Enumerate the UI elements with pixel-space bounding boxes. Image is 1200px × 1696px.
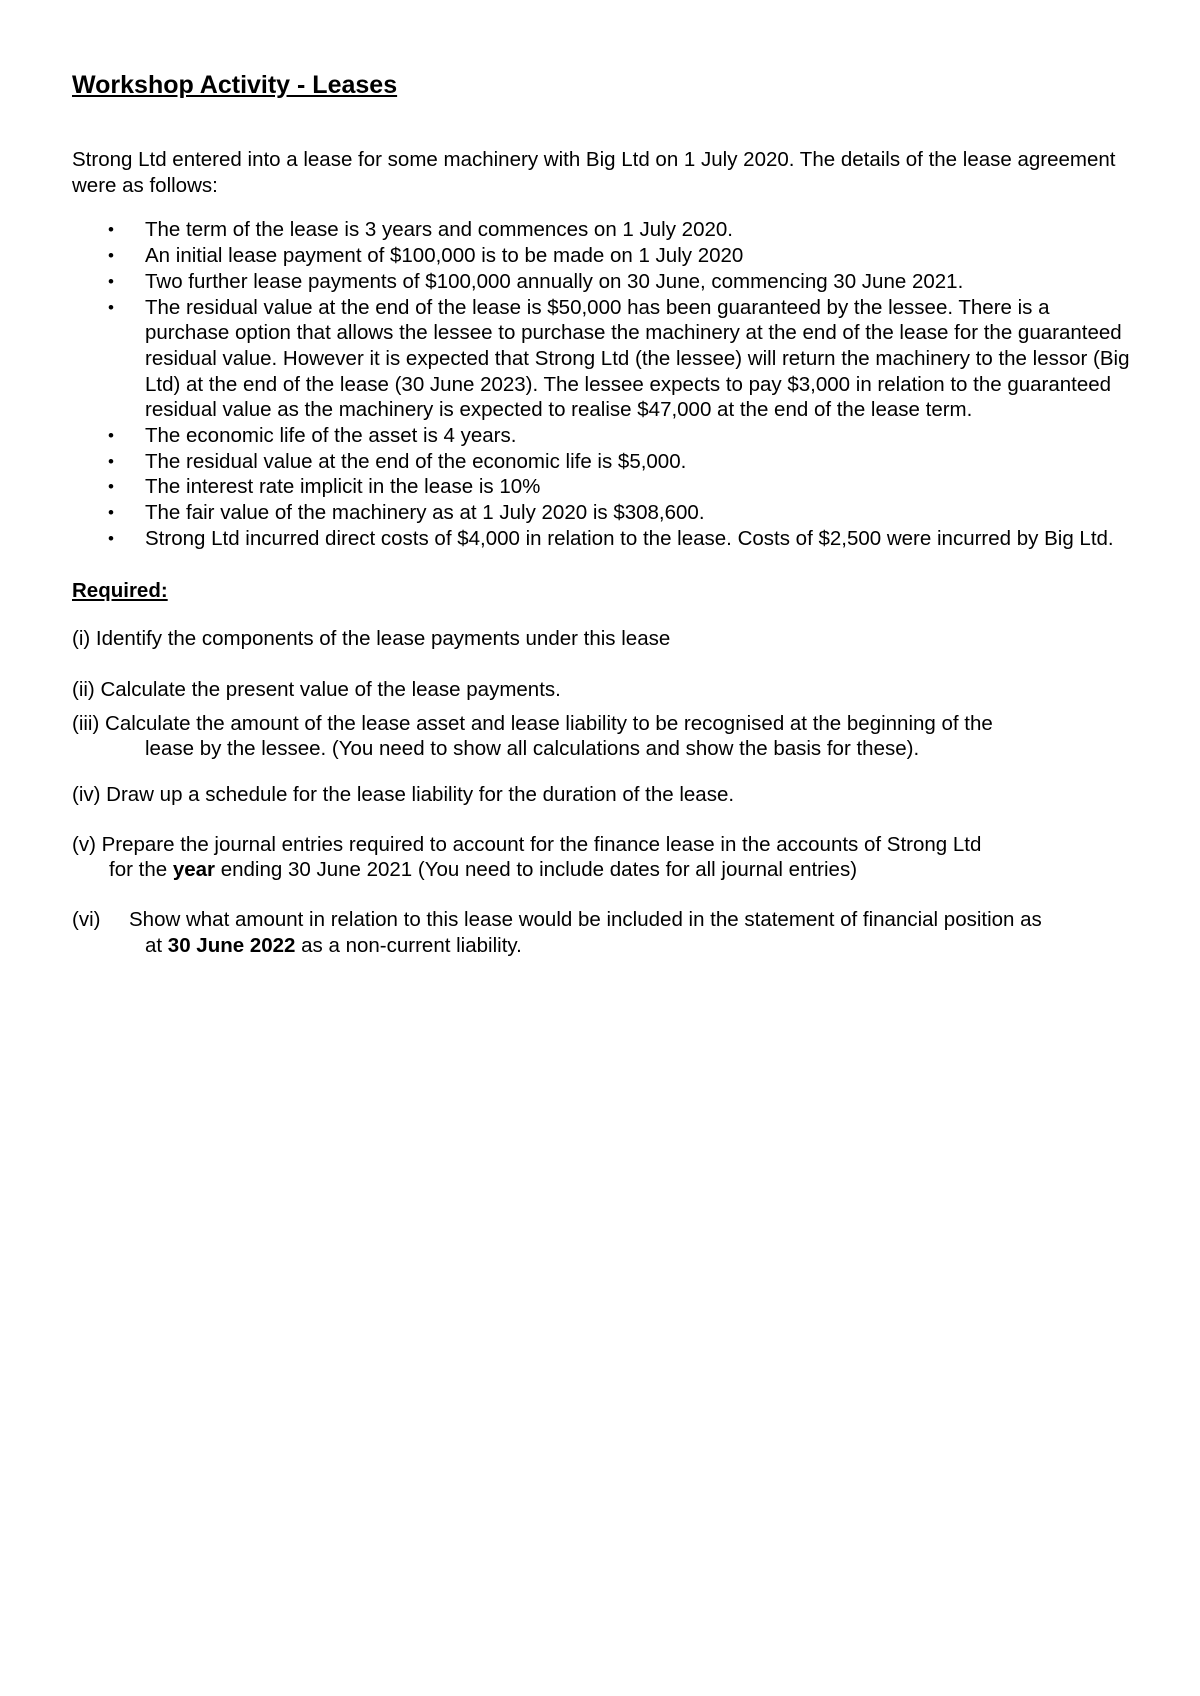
document-page xyxy=(72,70,1132,959)
bullet-icon: • xyxy=(108,503,114,523)
list-item: • The economic life of the asset is 4 years. xyxy=(108,424,517,448)
question-v-line-2: for the year ending 30 June 2021 (You need to include dates for all journal entries) xyxy=(109,858,858,882)
bullet-icon: • xyxy=(108,220,114,240)
question-ii: (ii) Calculate the present value of the lease payments. xyxy=(72,677,561,701)
list-item: • An initial lease payment of $100,000 is to be made on 1 July 2020 xyxy=(108,244,744,268)
question-vi-number: (vi) xyxy=(72,908,101,932)
list-item: • The residual value at the end of the lease is $50,000 has been guaranteed by the lessee. There is a purchase option that allows the lessee to purchase the machinery at the end of the lease for the guaranteed residual value. However it is expected that Strong Ltd (the lessee) will return the machinery to the lessor (Big Ltd) at the end of the lease (30 June 2023). The lessee expects to pay $3,000 in relation to the guaranteed residual value as the machinery is expected to realise $47,000 at the end of the lease term. xyxy=(108,295,1130,422)
list-item: • Strong Ltd incurred direct costs of $4,000 in relation to the lease. Costs of $2,500 were incurred by Big Ltd. xyxy=(108,526,1114,550)
question-vi-line-2: at 30 June 2022 as a non-current liability. xyxy=(145,933,522,957)
bullet-icon: • xyxy=(108,426,114,446)
bullet-icon: • xyxy=(108,297,114,317)
list-item: • The fair value of the machinery as at 1 July 2020 is $308,600. xyxy=(108,501,705,525)
question-v-line-1: (v) Prepare the journal entries required to account for the finance lease in the accounts of Strong Ltd xyxy=(72,832,982,856)
list-item: • The residual value at the end of the economic life is $5,000. xyxy=(108,449,687,473)
question-vi xyxy=(72,907,1132,958)
question-i: (i) Identify the components of the lease payments under this lease xyxy=(72,627,671,651)
question-iii-line-2: lease by the lessee. (You need to show all calculations and show the basis for these). xyxy=(145,737,920,761)
question-iv: (iv) Draw up a schedule for the lease liability for the duration of the lease. xyxy=(72,783,735,807)
question-iii-line-1: (iii) Calculate the amount of the lease asset and lease liability to be recognised at the beginning of the xyxy=(72,711,993,735)
bullet-icon: • xyxy=(108,246,114,266)
lease-terms-list xyxy=(72,217,1132,551)
list-item: • The interest rate implicit in the lease is 10% xyxy=(108,475,541,499)
bullet-icon: • xyxy=(108,271,114,291)
question-vi-line-1: Show what amount in relation to this lease would be included in the statement of financial position as xyxy=(129,908,1042,932)
bullet-icon: • xyxy=(108,477,114,497)
intro-paragraph: Strong Ltd entered into a lease for some machinery with Big Ltd on 1 July 2020. The details of the lease agreement were as follows: xyxy=(72,148,1116,197)
bullet-icon: • xyxy=(108,528,114,548)
required-heading: Required: xyxy=(72,578,168,602)
bullet-icon: • xyxy=(108,451,114,471)
document-title: Workshop Activity - Leases xyxy=(72,71,398,99)
list-item: • The term of the lease is 3 years and commences on 1 July 2020. xyxy=(108,218,733,242)
emphasis-year: year xyxy=(172,858,215,882)
list-item: • Two further lease payments of $100,000 annually on 30 June, commencing 30 June 2021. xyxy=(108,269,964,293)
question-v xyxy=(72,832,1132,883)
question-iii xyxy=(72,711,1132,762)
emphasis-date: 30 June 2022 xyxy=(167,933,296,957)
